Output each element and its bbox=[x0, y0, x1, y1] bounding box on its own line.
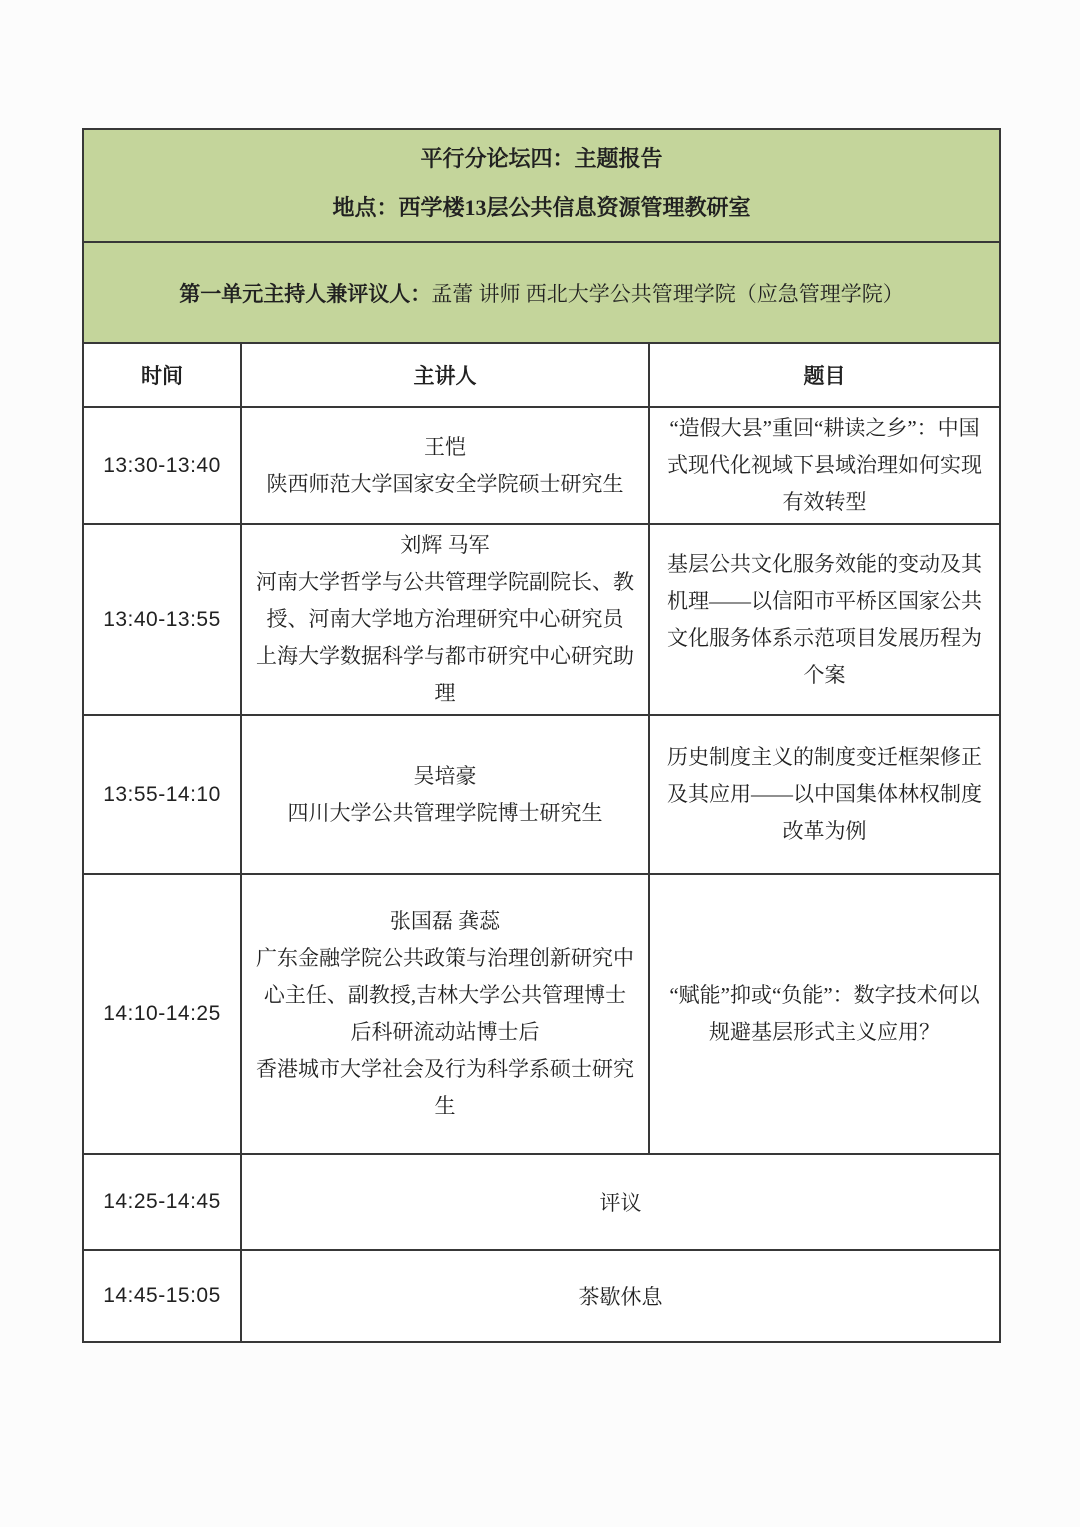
time-cell: 14:25-14:45 bbox=[83, 1154, 241, 1250]
schedule-row bbox=[83, 407, 1000, 524]
title-cell: “赋能”抑或“负能”：数字技术何以规避基层形式主义应用？ bbox=[649, 874, 1000, 1154]
title-cell: “造假大县”重回“耕读之乡”：中国式现代化视域下县域治理如何实现有效转型 bbox=[649, 407, 1000, 524]
speaker-cell: 张国磊 龚蕊 广东金融学院公共政策与治理创新研究中心主任、副教授,吉林大学公共管理博士后科研流动站博士后 香港城市大学社会及行为科学系硕士研究生 bbox=[241, 874, 649, 1154]
moderator-label: 第一单元主持人兼评议人： bbox=[179, 281, 432, 306]
schedule-row bbox=[83, 874, 1000, 1154]
forum-title: 平行分论坛四：主题报告 bbox=[420, 146, 663, 171]
time-cell: 13:30-13:40 bbox=[83, 407, 241, 524]
moderator-banner-row bbox=[83, 242, 1000, 343]
time-cell: 14:45-15:05 bbox=[83, 1250, 241, 1342]
column-header-title: 题目 bbox=[649, 343, 1000, 407]
merged-activity-cell: 茶歇休息 bbox=[241, 1250, 1000, 1342]
speaker-cell: 王恺 陕西师范大学国家安全学院硕士研究生 bbox=[241, 407, 649, 524]
forum-location: 地点：西学楼13层公共信息资源管理教研室 bbox=[332, 194, 751, 220]
schedule-table bbox=[82, 128, 1001, 1343]
speaker-cell: 刘辉 马军 河南大学哲学与公共管理学院副院长、教授、河南大学地方治理研究中心研究员 上海大学数据科学与都市研究中心研究助理 bbox=[241, 524, 649, 715]
schedule-row bbox=[83, 1250, 1000, 1342]
schedule-document bbox=[82, 128, 999, 1343]
title-cell: 历史制度主义的制度变迁框架修正及其应用——以中国集体林权制度改革为例 bbox=[649, 715, 1000, 874]
title-cell: 基层公共文化服务效能的变动及其机理——以信阳市平桥区国家公共文化服务体系示范项目发展历程为个案 bbox=[649, 524, 1000, 715]
schedule-row bbox=[83, 524, 1000, 715]
forum-banner-row bbox=[83, 129, 1000, 242]
time-cell: 13:55-14:10 bbox=[83, 715, 241, 874]
time-cell: 14:10-14:25 bbox=[83, 874, 241, 1154]
moderator-name-affiliation: 孟蕾 讲师 西北大学公共管理学院（应急管理学院） bbox=[431, 281, 904, 306]
column-header-row bbox=[83, 343, 1000, 407]
forum-banner bbox=[83, 129, 1000, 242]
merged-activity-cell: 评议 bbox=[241, 1154, 1000, 1250]
schedule-row bbox=[83, 715, 1000, 874]
time-cell: 13:40-13:55 bbox=[83, 524, 241, 715]
schedule-row bbox=[83, 1154, 1000, 1250]
column-header-speaker: 主讲人 bbox=[241, 343, 649, 407]
forum-banner-content bbox=[84, 130, 999, 241]
column-header-time: 时间 bbox=[83, 343, 241, 407]
speaker-cell: 吴培豪 四川大学公共管理学院博士研究生 bbox=[241, 715, 649, 874]
moderator-banner bbox=[83, 242, 1000, 343]
